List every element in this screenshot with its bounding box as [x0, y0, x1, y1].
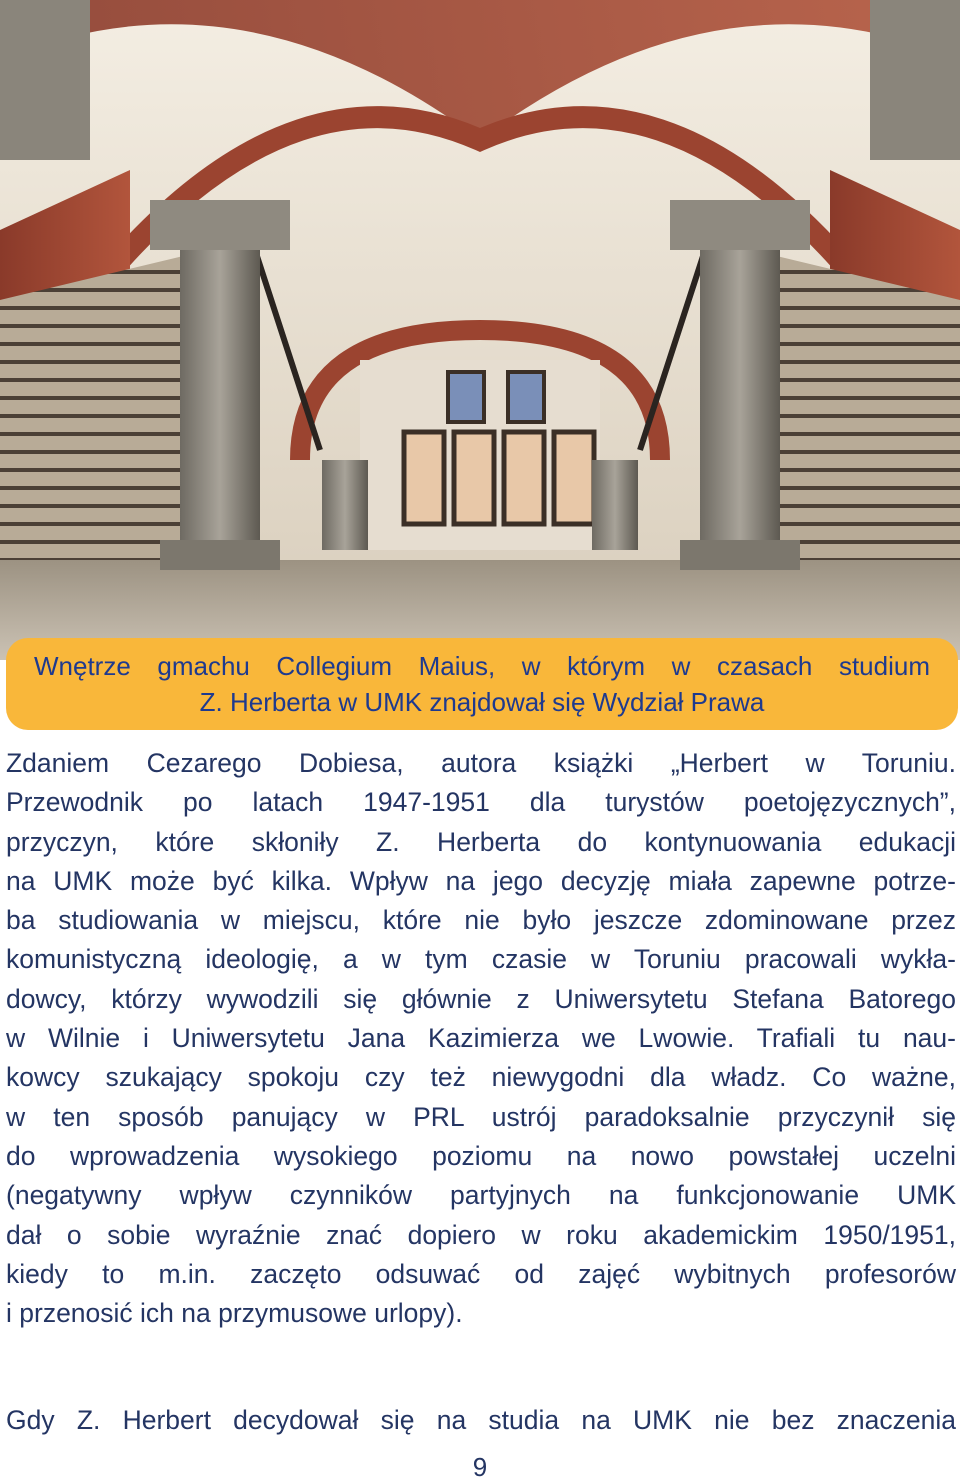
photo-caption — [6, 638, 958, 730]
paragraph-line: (negatywny wpływ czynników partyjnych na funkcjonowanie UMK — [6, 1180, 956, 1211]
paragraph-line: kiedy to m.in. zaczęto odsuwać od zajęć wybitnych profesorów — [6, 1258, 956, 1289]
paragraph-2 — [6, 1401, 956, 1440]
paragraph-line: Zdaniem Cezarego Dobiesa, autora książki „Herbert w Toruniu. — [6, 748, 956, 778]
staircase-photo — [0, 0, 960, 660]
paragraph-line: na UMK może być kilka. Wpływ na jego decyzję miała zapewne potrze- — [6, 865, 956, 896]
paragraph-line: w ten sposób panujący w PRL ustrój paradoksalnie przyczynił się — [6, 1101, 956, 1132]
paragraph-line: przyczyn, które skłoniły Z. Herberta do kontynuowania edukacji — [6, 826, 956, 857]
paragraph-line: dowcy, którzy wywodzili się głównie z Uniwersytetu Stefana Batorego — [6, 983, 956, 1014]
paragraph-line: do wprowadzenia wysokiego poziomu na nowo powstałej uczelni — [6, 1140, 956, 1171]
paragraph-line: ba studiowania w miejscu, które nie było jeszcze zdominowane przez — [6, 905, 956, 936]
paragraph-1 — [6, 744, 956, 1333]
paragraph-line: komunistyczną ideologię, a w tym czasie w Toruniu pracowali wykła- — [6, 944, 956, 975]
paragraph-line: i przenosić ich na przymusowe urlopy). — [6, 1298, 463, 1329]
page-number: 9 — [472, 1452, 488, 1482]
paragraph-line: kowcy szukający spokoju czy też niewygodni dla władz. Co ważne, — [6, 1062, 956, 1093]
paragraph-line: w Wilnie i Uniwersytetu Jana Kazimierza we Lwowie. Trafiali tu nau- — [6, 1023, 956, 1054]
paragraph-line: dał o sobie wyraźnie znać dopiero w roku akademickim 1950/1951, — [6, 1219, 956, 1250]
paragraph-line: Przewodnik po latach 1947-1951 dla turystów poetojęzycznych”, — [6, 787, 956, 818]
caption-line-1: Wnętrze gmachu Collegium Maius, w którym w czasach studium — [34, 651, 930, 681]
caption-line-2: Z. Herberta w UMK znajdował się Wydział Prawa — [199, 687, 765, 717]
paragraph-line: Gdy Z. Herbert decydował się na studia na UMK nie bez znaczenia — [6, 1405, 956, 1435]
